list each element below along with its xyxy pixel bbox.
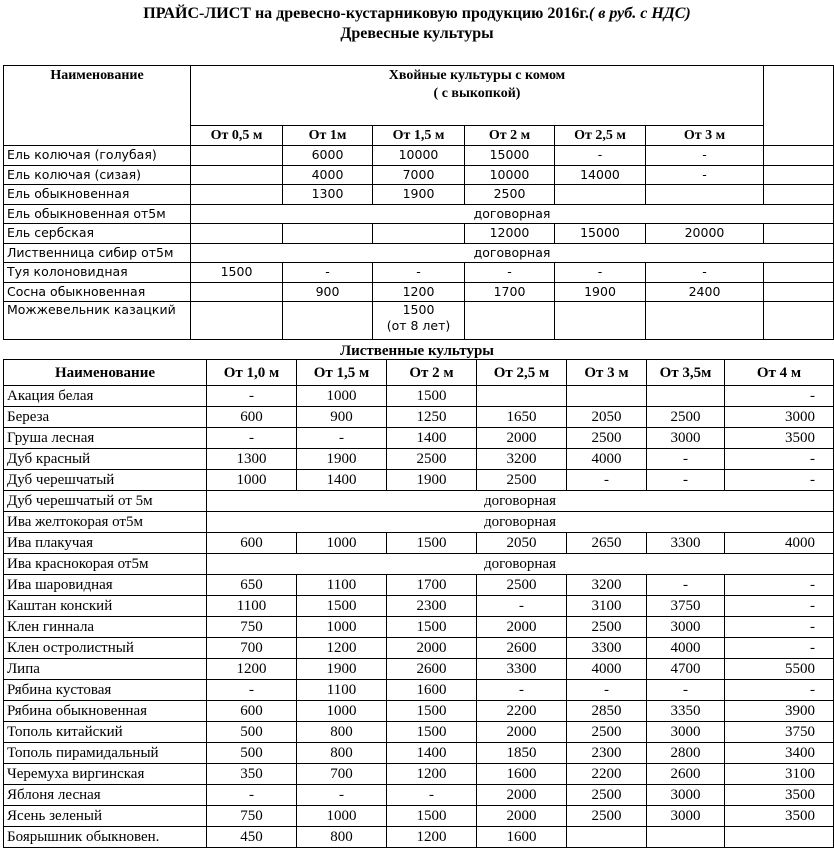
- price-cell: -: [647, 449, 725, 470]
- price-cell: [191, 224, 283, 244]
- price-cell: 1200: [297, 638, 387, 659]
- size-column-header: От 4 м: [725, 360, 834, 386]
- price-cell: 1000: [297, 533, 387, 554]
- row-name: Груша лесная: [4, 428, 207, 449]
- price-cell: 900: [297, 407, 387, 428]
- conifers-table: [3, 65, 834, 340]
- price-cell: [567, 827, 647, 848]
- price-cell: 900: [283, 282, 373, 302]
- price-cell: [191, 302, 283, 340]
- table-row: [4, 596, 834, 617]
- price-cell: 2000: [477, 722, 567, 743]
- price-cell: 1600: [477, 827, 567, 848]
- table-row: [4, 827, 834, 848]
- price-cell: 650: [207, 575, 297, 596]
- row-name: Можжевельник казацкий: [4, 302, 191, 340]
- price-cell: 750: [207, 806, 297, 827]
- size-column-header: От 2,5 м: [477, 360, 567, 386]
- price-cell: 2500: [477, 575, 567, 596]
- price-cell: [373, 302, 465, 340]
- table-row: [4, 554, 834, 575]
- price-cell: [647, 386, 725, 407]
- price-cell: 1200: [387, 764, 477, 785]
- group-header-line-2: ( с выкопкой): [433, 86, 521, 101]
- price-cell: -: [477, 680, 567, 701]
- size-column-header: От 2 м: [465, 126, 555, 146]
- price-cell: 1250: [387, 407, 477, 428]
- price-cell: 3500: [725, 428, 834, 449]
- table-row: [4, 533, 834, 554]
- price-cell: 3000: [647, 617, 725, 638]
- price-cell: -: [725, 596, 834, 617]
- table-row: [4, 428, 834, 449]
- price-cell: 15000: [555, 224, 646, 244]
- price-cell: -: [725, 386, 834, 407]
- price-cell: 4700: [647, 659, 725, 680]
- size-column-header: От 1,5 м: [373, 126, 465, 146]
- table-row: [4, 302, 834, 340]
- price-cell: 1900: [297, 659, 387, 680]
- table-row: [4, 146, 834, 166]
- row-name: Каштан конский: [4, 596, 207, 617]
- table-row: [4, 680, 834, 701]
- price-cell: 2800: [647, 743, 725, 764]
- price-cell: 2300: [567, 743, 647, 764]
- price-cell: -: [465, 263, 555, 283]
- price-cell: 4000: [725, 533, 834, 554]
- row-name: Дуб красный: [4, 449, 207, 470]
- price-cell: -: [207, 680, 297, 701]
- empty-cell: [764, 224, 834, 244]
- price-cell: -: [646, 165, 764, 185]
- price-cell: -: [207, 428, 297, 449]
- price-negotiable: договорная: [191, 243, 834, 263]
- size-column-header: От 2,5 м: [555, 126, 646, 146]
- table-row: [4, 512, 834, 533]
- size-column-header: От 1м: [283, 126, 373, 146]
- price-cell: 700: [207, 638, 297, 659]
- price-cell: 1650: [477, 407, 567, 428]
- table-row: [4, 743, 834, 764]
- price-cell: -: [647, 470, 725, 491]
- price-cell: -: [373, 263, 465, 283]
- price-cell: 1000: [297, 617, 387, 638]
- price-cell: 600: [207, 407, 297, 428]
- price-cell: 1500: [191, 263, 283, 283]
- price-cell: [191, 185, 283, 205]
- table-row: [4, 263, 834, 283]
- price-cell: 2650: [567, 533, 647, 554]
- table-row: [4, 282, 834, 302]
- price-cell: -: [283, 263, 373, 283]
- price-cell: 1100: [297, 680, 387, 701]
- price-cell: 3750: [725, 722, 834, 743]
- price-cell: 500: [207, 743, 297, 764]
- deciduous-section-title: Лиственные культуры: [339, 343, 495, 359]
- price-cell: -: [477, 596, 567, 617]
- price-cell: 1400: [387, 743, 477, 764]
- table-row: [4, 701, 834, 722]
- empty-cell: [764, 263, 834, 283]
- price-cell: [647, 827, 725, 848]
- price-cell: 2500: [647, 407, 725, 428]
- table-row: [4, 722, 834, 743]
- price-cell: 500: [207, 722, 297, 743]
- price-cell: 2200: [567, 764, 647, 785]
- price-cell: 3300: [477, 659, 567, 680]
- price-cell: [555, 185, 646, 205]
- price-cell: 2200: [477, 701, 567, 722]
- price-cell: [477, 386, 567, 407]
- price-cell: 3100: [567, 596, 647, 617]
- price-cell: 1900: [555, 282, 646, 302]
- price-cell: 2000: [477, 785, 567, 806]
- price-cell: 3500: [725, 785, 834, 806]
- price-cell: -: [567, 470, 647, 491]
- row-name: Ива плакучая: [4, 533, 207, 554]
- table-row: [4, 806, 834, 827]
- size-column-header: От 1,5 м: [297, 360, 387, 386]
- price-cell: 1400: [297, 470, 387, 491]
- price-cell: 1900: [297, 449, 387, 470]
- table-row: [4, 449, 834, 470]
- row-name: Ель обыкновенная от5м: [4, 204, 191, 224]
- price-cell: -: [647, 575, 725, 596]
- price-cell: 6000: [283, 146, 373, 166]
- price-cell: 2050: [477, 533, 567, 554]
- title-note: ( в руб. с НДС): [588, 5, 691, 22]
- row-name: Липа: [4, 659, 207, 680]
- price-cell: 2500: [567, 617, 647, 638]
- price-cell: [725, 827, 834, 848]
- price-cell: 1000: [297, 701, 387, 722]
- price-cell: [646, 185, 764, 205]
- table-row: [4, 617, 834, 638]
- price-cell: 1400: [387, 428, 477, 449]
- row-name: Ель колючая (голубая): [4, 146, 191, 166]
- price-negotiable: договорная: [207, 554, 834, 575]
- price-cell: 1100: [207, 596, 297, 617]
- price-cell: 2600: [387, 659, 477, 680]
- price-cell: 1200: [387, 827, 477, 848]
- price-negotiable: договорная: [207, 491, 834, 512]
- row-name: Сосна обыкновенная: [4, 282, 191, 302]
- table-row: [4, 165, 834, 185]
- empty-cell: [764, 185, 834, 205]
- table-row: [4, 386, 834, 407]
- row-name: Береза: [4, 407, 207, 428]
- price-cell: 2500: [567, 428, 647, 449]
- price-cell: 2500: [477, 470, 567, 491]
- price-cell: 3000: [647, 785, 725, 806]
- table-row: [4, 204, 834, 224]
- row-name: Клен остролистный: [4, 638, 207, 659]
- price-cell: 2500: [567, 806, 647, 827]
- price-cell: 5500: [725, 659, 834, 680]
- row-name: Ива желтокорая от5м: [4, 512, 207, 533]
- price-cell: 3000: [647, 428, 725, 449]
- row-name: Ясень зеленый: [4, 806, 207, 827]
- price-cell: 4000: [567, 449, 647, 470]
- price-cell: 1100: [297, 575, 387, 596]
- price-cell: 1300: [283, 185, 373, 205]
- size-column-header: От 1,0 м: [207, 360, 297, 386]
- price-cell: 600: [207, 533, 297, 554]
- title-main: ПРАЙС-ЛИСТ на древесно-кустарниковую продукцию 2016г.: [143, 5, 589, 22]
- price-cell: -: [647, 680, 725, 701]
- price-cell: 1500: [297, 596, 387, 617]
- price-cell: [465, 302, 555, 340]
- row-name: Туя колоновидная: [4, 263, 191, 283]
- price-cell: 1300: [207, 449, 297, 470]
- price-cell: 2500: [567, 722, 647, 743]
- price-cell: 600: [207, 701, 297, 722]
- price-cell: -: [725, 575, 834, 596]
- deciduous-header-row: [4, 360, 834, 386]
- price-cell: 3000: [647, 806, 725, 827]
- price-cell: -: [725, 470, 834, 491]
- price-cell: 1500: [387, 386, 477, 407]
- price-cell: 800: [297, 722, 387, 743]
- size-column-header: От 3 м: [567, 360, 647, 386]
- price-value: 1500: [402, 302, 435, 317]
- price-cell: [373, 224, 465, 244]
- row-name: Ива краснокорая от5м: [4, 554, 207, 575]
- price-cell: 1900: [373, 185, 465, 205]
- price-cell: 7000: [373, 165, 465, 185]
- price-cell: -: [725, 449, 834, 470]
- price-cell: [283, 224, 373, 244]
- price-cell: -: [297, 428, 387, 449]
- price-list-title: [0, 5, 834, 23]
- table-row: [4, 575, 834, 596]
- price-cell: [567, 386, 647, 407]
- group-header-line-1: Хвойные культуры с комом: [388, 68, 566, 83]
- price-cell: 1200: [373, 282, 465, 302]
- price-negotiable: договорная: [191, 204, 834, 224]
- price-cell: 2400: [646, 282, 764, 302]
- price-cell: -: [646, 263, 764, 283]
- row-name: Дуб черешчатый: [4, 470, 207, 491]
- document-subtitle: Древесные культуры: [340, 25, 494, 42]
- price-cell: [191, 282, 283, 302]
- price-cell: 800: [297, 827, 387, 848]
- price-cell: 3000: [725, 407, 834, 428]
- price-cell: 1600: [387, 680, 477, 701]
- price-cell: 2300: [387, 596, 477, 617]
- table-row: [4, 224, 834, 244]
- price-cell: 2000: [477, 428, 567, 449]
- price-cell: 3900: [725, 701, 834, 722]
- row-name: Клен гиннала: [4, 617, 207, 638]
- size-column-header: От 0,5 м: [191, 126, 283, 146]
- price-cell: 3750: [647, 596, 725, 617]
- table-row: [4, 785, 834, 806]
- price-cell: 1500: [387, 701, 477, 722]
- row-name: Ель обыкновенная: [4, 185, 191, 205]
- empty-header-cell: [764, 66, 834, 146]
- price-cell: 10000: [465, 165, 555, 185]
- price-cell: 4000: [567, 659, 647, 680]
- price-cell: 2000: [387, 638, 477, 659]
- price-cell: 3500: [725, 806, 834, 827]
- price-cell: 15000: [465, 146, 555, 166]
- price-cell: 12000: [465, 224, 555, 244]
- price-cell: 2600: [647, 764, 725, 785]
- name-column-header: Наименование: [4, 360, 207, 386]
- conifers-header-row: [4, 66, 834, 126]
- price-cell: 20000: [646, 224, 764, 244]
- price-cell: 2500: [387, 449, 477, 470]
- size-column-header: От 3,5м: [647, 360, 725, 386]
- price-cell: 450: [207, 827, 297, 848]
- empty-cell: [764, 302, 834, 340]
- price-cell: 3000: [647, 722, 725, 743]
- table-row: [4, 764, 834, 785]
- price-cell: -: [297, 785, 387, 806]
- price-cell: -: [567, 680, 647, 701]
- price-cell: 1500: [387, 617, 477, 638]
- price-cell: -: [725, 680, 834, 701]
- price-cell: -: [555, 146, 646, 166]
- price-cell: 3100: [725, 764, 834, 785]
- price-cell: -: [207, 386, 297, 407]
- price-cell: -: [725, 638, 834, 659]
- row-name: Рябина кустовая: [4, 680, 207, 701]
- price-cell: 3350: [647, 701, 725, 722]
- price-cell: 1500: [387, 722, 477, 743]
- table-row: [4, 243, 834, 263]
- price-cell: 1200: [207, 659, 297, 680]
- row-name: Лиственница сибир от5м: [4, 243, 191, 263]
- price-cell: [646, 302, 764, 340]
- price-cell: [283, 302, 373, 340]
- price-cell: 1900: [387, 470, 477, 491]
- table-row: [4, 638, 834, 659]
- deciduous-table: [3, 359, 834, 848]
- table-row: [4, 185, 834, 205]
- price-cell: 2050: [567, 407, 647, 428]
- price-cell: [191, 165, 283, 185]
- row-name: Дуб черешчатый от 5м: [4, 491, 207, 512]
- price-cell: 1000: [297, 806, 387, 827]
- row-name: Ель колючая (сизая): [4, 165, 191, 185]
- price-cell: 14000: [555, 165, 646, 185]
- price-cell: 1700: [465, 282, 555, 302]
- price-cell: 2600: [477, 638, 567, 659]
- price-cell: [191, 146, 283, 166]
- price-cell: 750: [207, 617, 297, 638]
- table-row: [4, 407, 834, 428]
- price-negotiable: договорная: [207, 512, 834, 533]
- price-cell: 1500: [387, 806, 477, 827]
- row-name: Боярышник обыкновен.: [4, 827, 207, 848]
- price-cell: -: [725, 617, 834, 638]
- table-row: [4, 470, 834, 491]
- price-cell: 10000: [373, 146, 465, 166]
- price-note: (от 8 лет): [386, 318, 451, 333]
- price-cell: 3200: [567, 575, 647, 596]
- price-cell: 1700: [387, 575, 477, 596]
- price-cell: 1000: [297, 386, 387, 407]
- price-cell: -: [646, 146, 764, 166]
- price-cell: 1850: [477, 743, 567, 764]
- row-name: Черемуха виргинская: [4, 764, 207, 785]
- price-cell: 4000: [647, 638, 725, 659]
- price-cell: 2000: [477, 617, 567, 638]
- table-row: [4, 491, 834, 512]
- price-cell: 700: [297, 764, 387, 785]
- conifers-group-header: [191, 66, 764, 126]
- price-cell: -: [387, 785, 477, 806]
- price-cell: 4000: [283, 165, 373, 185]
- price-cell: 800: [297, 743, 387, 764]
- price-cell: -: [207, 785, 297, 806]
- name-column-header: Наименование: [4, 66, 191, 146]
- price-cell: 2500: [567, 785, 647, 806]
- price-cell: 1600: [477, 764, 567, 785]
- price-cell: 2000: [477, 806, 567, 827]
- row-name: Тополь китайский: [4, 722, 207, 743]
- price-cell: 2500: [465, 185, 555, 205]
- row-name: Яблоня лесная: [4, 785, 207, 806]
- row-name: Ива шаровидная: [4, 575, 207, 596]
- price-cell: 350: [207, 764, 297, 785]
- empty-cell: [764, 282, 834, 302]
- price-cell: 2850: [567, 701, 647, 722]
- table-row: [4, 659, 834, 680]
- price-cell: 1000: [207, 470, 297, 491]
- price-cell: 3300: [567, 638, 647, 659]
- price-cell: 3300: [647, 533, 725, 554]
- size-column-header: От 3 м: [646, 126, 764, 146]
- price-cell: 3200: [477, 449, 567, 470]
- empty-cell: [764, 146, 834, 166]
- row-name: Ель сербская: [4, 224, 191, 244]
- price-cell: [555, 302, 646, 340]
- price-cell: -: [555, 263, 646, 283]
- row-name: Рябина обыкновенная: [4, 701, 207, 722]
- empty-cell: [764, 165, 834, 185]
- price-cell: 1500: [387, 533, 477, 554]
- row-name: Тополь пирамидальный: [4, 743, 207, 764]
- price-cell: 3400: [725, 743, 834, 764]
- size-column-header: От 2 м: [387, 360, 477, 386]
- row-name: Акация белая: [4, 386, 207, 407]
